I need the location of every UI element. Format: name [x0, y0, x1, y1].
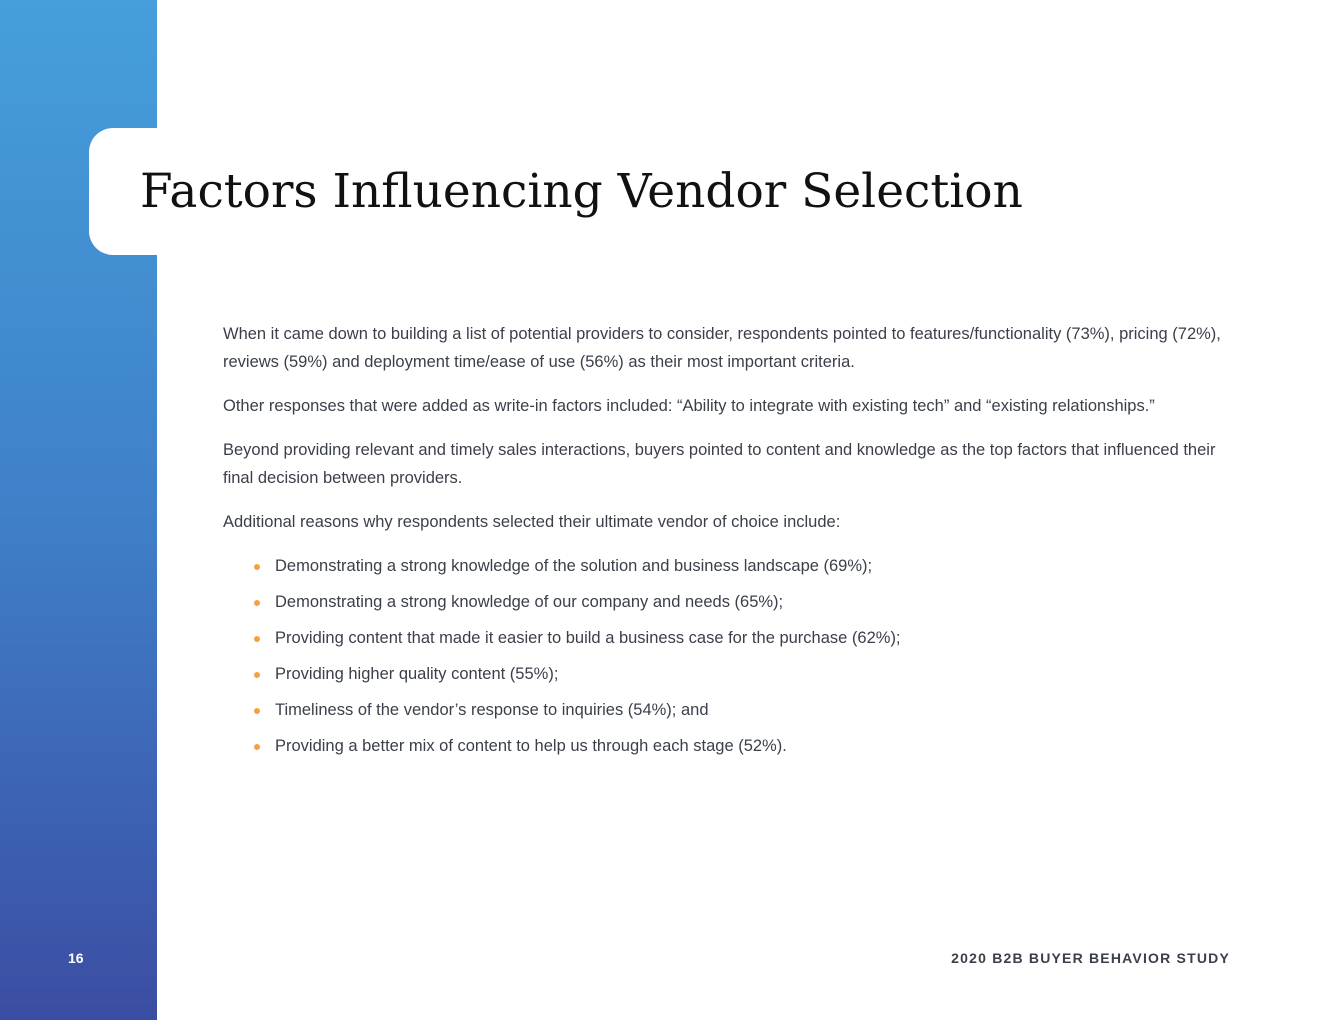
list-item-text: Timeliness of the vendor’s response to inquiries (54%); and: [275, 701, 709, 719]
paragraph-final-decision: Beyond providing relevant and timely sales interactions, buyers pointed to content and knowledge as the top factors that influenced their final decision between providers.: [223, 441, 1216, 487]
list-item: [275, 660, 1233, 696]
page-title: Factors Influencing Vendor Selection: [140, 164, 1023, 219]
page-number: 16: [68, 950, 84, 966]
paragraph-write-in: Other responses that were added as write-in factors included: “Ability to integrate with existing tech” and “existing relationships.”: [223, 397, 1155, 415]
bullet-icon: [254, 672, 260, 678]
bullet-icon: [254, 564, 260, 570]
body-content: [223, 320, 1233, 768]
list-item: [275, 552, 1233, 588]
list-item-text: Demonstrating a strong knowledge of our company and needs (65%);: [275, 593, 784, 611]
bullet-icon: [254, 708, 260, 714]
paragraph-additional-reasons: Additional reasons why respondents selected their ultimate vendor of choice include:: [223, 513, 841, 531]
list-item: [275, 732, 1233, 768]
list-item: [275, 588, 1233, 624]
list-item-text: Providing a better mix of content to help us through each stage (52%).: [275, 737, 787, 755]
bullet-icon: [254, 636, 260, 642]
bullet-icon: [254, 600, 260, 606]
paragraph-criteria: When it came down to building a list of potential providers to consider, respondents pointed to features/functionality (73%), pricing (72%), reviews (59%) and deployment time/ease of use (56%) as their most important criteria.: [223, 325, 1221, 371]
list-item-text: Demonstrating a strong knowledge of the solution and business landscape (69%);: [275, 557, 873, 575]
list-item-text: Providing higher quality content (55%);: [275, 665, 559, 683]
reasons-list: [223, 552, 1233, 768]
list-item: [275, 624, 1233, 660]
list-item: [275, 696, 1233, 732]
bullet-icon: [254, 744, 260, 750]
footer-report-title: 2020 B2B BUYER BEHAVIOR STUDY: [951, 950, 1230, 966]
list-item-text: Providing content that made it easier to build a business case for the purchase (62%);: [275, 629, 901, 647]
